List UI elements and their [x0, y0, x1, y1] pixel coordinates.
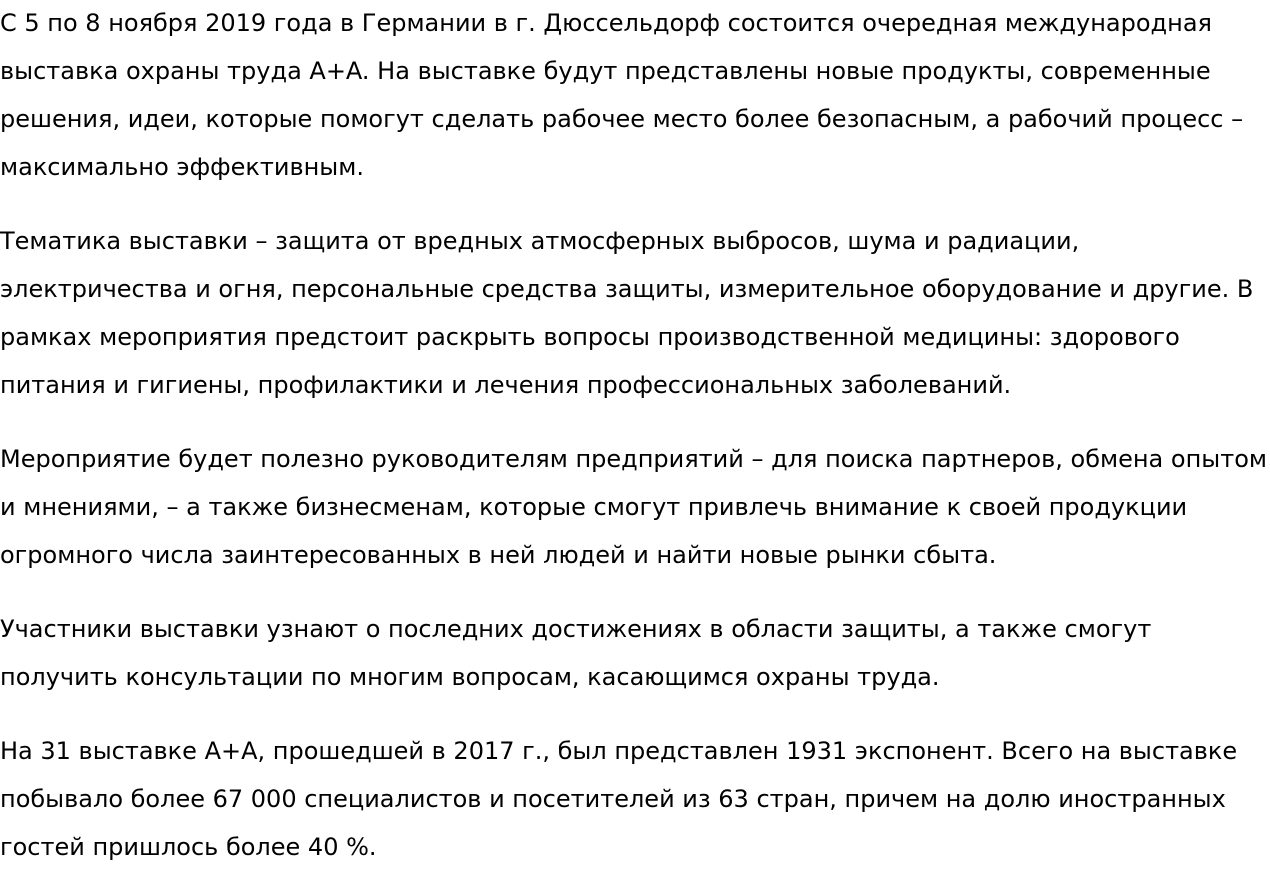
paragraph-exhibition-intro: С 5 по 8 ноября 2019 года в Германии в г. Дюссельдорф состоится очередная международная выставка охраны труда A+A. На выставке будут представлены новые продукты, современные решения, идеи, которые помогут сделать рабочее место более безопасным, а рабочий процесс – максимально эффективным.: [0, 9, 1244, 181]
paragraph-participants: Участники выставки узнают о последних достижениях в области защиты, а также смогут получить консультации по многим вопросам, касающимся охраны труда.: [0, 615, 1152, 691]
paragraph-previous-exhibition-stats: На 31 выставке A+A, прошедшей в 2017 г., был представлен 1931 экспонент. Всего на выставке побывало более 67 000 специалистов и посетителей из 63 стран, причем на долю иностранных гостей пришлось более 40 %.: [0, 737, 1238, 861]
paragraph-event-benefits: Мероприятие будет полезно руководителям предприятий – для поиска партнеров, обмена опытом и мнениями, – а также бизнесменам, которые смогут привлечь внимание к своей продукции огромного числа заинтересованных в ней людей и найти новые рынки сбыта.: [0, 445, 1267, 569]
paragraph-exhibition-topics: Тематика выставки – защита от вредных атмосферных выбросов, шума и радиации, электричества и огня, персональные средства защиты, измерительное оборудование и другие. В рамках мероприятия предстоит раскрыть вопросы производственной медицины: здорового питания и гигиены, профилактики и лечения профессиональных заболеваний.: [0, 227, 1254, 399]
